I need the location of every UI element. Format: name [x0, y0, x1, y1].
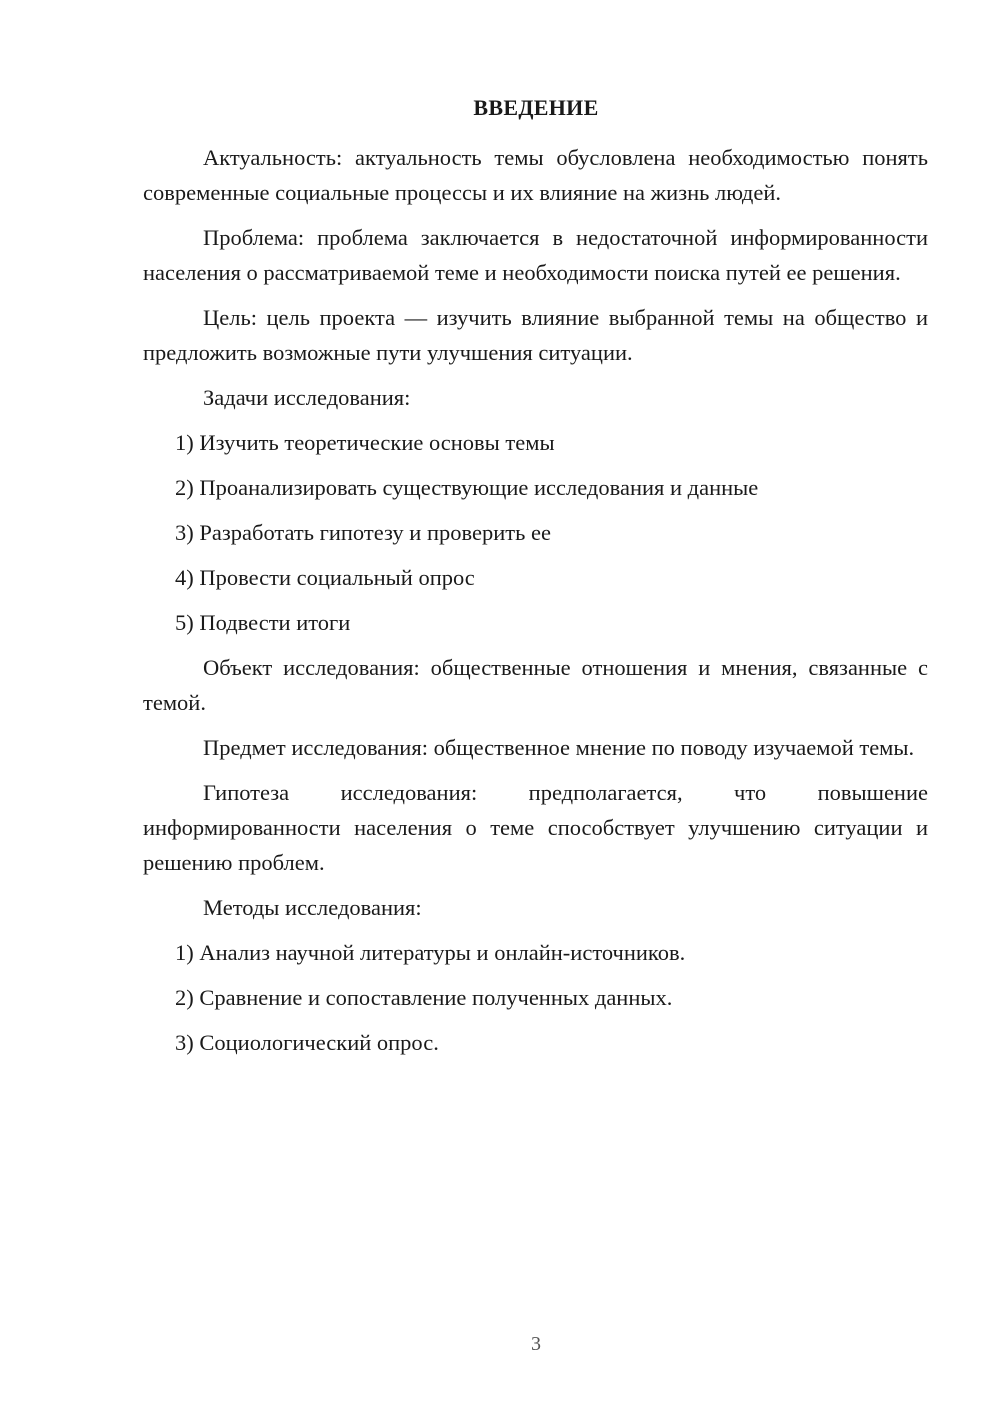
list-item: 4) Провести социальный опрос [175, 565, 475, 590]
page-number: 3 [531, 1333, 541, 1355]
list-item: 5) Подвести итоги [175, 610, 351, 635]
introduction-body [143, 140, 928, 1070]
subject-paragraph: Предмет исследования: общественное мнение по поводу изучаемой темы. [203, 735, 915, 760]
list-item: 1) Анализ научной литературы и онлайн-источников. [175, 940, 686, 965]
list-item: 2) Сравнение и сопоставление полученных данных. [175, 985, 673, 1010]
object-paragraph: Объект исследования: общественные отношения и мнения, связанные с темой. [143, 655, 928, 715]
problem-paragraph: Проблема: проблема заключается в недостаточной информированности населения о рассматриваемой теме и необходимости поиска путей ее решения. [143, 225, 928, 285]
methods-list [143, 935, 928, 1060]
relevance-paragraph: Актуальность: актуальность темы обусловлена необходимостью понять современные социальные процессы и их влияние на жизнь людей. [143, 145, 928, 205]
section-heading: ВВЕДЕНИЕ [473, 95, 599, 120]
hypothesis-paragraph: Гипотеза исследования: предполагается, что повышение информированности населения о теме способствует улучшению ситуации и решению проблем. [143, 780, 928, 875]
goal-paragraph: Цель: цель проекта — изучить влияние выбранной темы на общество и предложить возможные пути улучшения ситуации. [143, 305, 928, 365]
tasks-list [143, 425, 928, 640]
tasks-heading: Задачи исследования: [203, 385, 411, 410]
list-item: 1) Изучить теоретические основы темы [175, 430, 555, 455]
list-item: 3) Разработать гипотезу и проверить ее [175, 520, 551, 545]
list-item: 2) Проанализировать существующие исследования и данные [175, 475, 759, 500]
methods-heading: Методы исследования: [203, 895, 422, 920]
list-item: 3) Социологический опрос. [175, 1030, 439, 1055]
